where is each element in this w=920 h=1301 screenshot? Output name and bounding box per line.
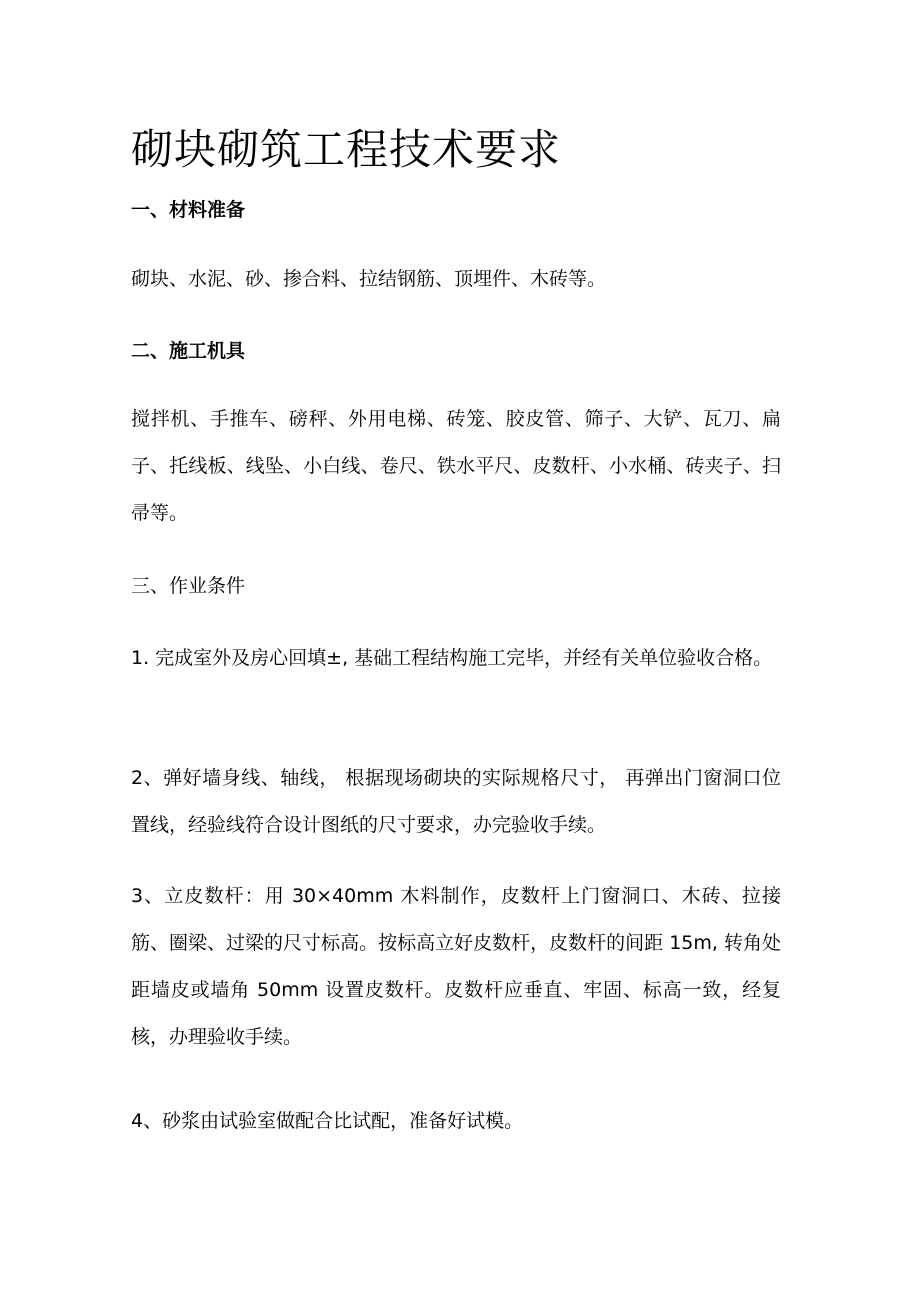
document-title: 砌块砌筑工程技术要求 <box>131 125 562 174</box>
section-heading-tools: 二、施工机具 <box>131 340 246 362</box>
condition-item-2: 2、弹好墙身线、轴线， 根据现场砌块的实际规格尺寸， 再弹出门窗洞口位置线，经验线符合设计图纸的尺寸要求，办完验收手续。 <box>131 767 781 836</box>
condition-item-4: 4、砂浆由试验室做配合比试配，准备好试模。 <box>131 1110 524 1132</box>
section-body-materials: 砌块、水泥、砂、掺合料、拉结钢筋、顶埋件、木砖等。 <box>131 268 607 290</box>
section-heading-conditions: 三、作业条件 <box>131 575 246 597</box>
condition-item-1: 1. 完成室外及房心回填±, 基础工程结构施工完毕，并经有关单位验收合格。 <box>131 647 773 669</box>
condition-item-3: 3、立皮数杆：用 30×40mm 木料制作，皮数杆上门窗洞口、木砖、拉接筋、圈梁、过梁的尺寸标高。按标高立好皮数杆，皮数杆的间距 15m, 转角处距墙皮或墙角 50mm 设置皮数杆。皮数杆应垂直、牢固、标高一致，经复核，办理验收手续。 <box>131 885 781 1048</box>
section-body-tools: 搅拌机、手推车、磅秤、外用电梯、砖笼、胶皮管、筛子、大铲、瓦刀、扁子、托线板、线坠、小白线、卷尺、铁水平尺、皮数杆、小水桶、砖夹子、扫帚等。 <box>131 408 781 524</box>
section-heading-materials: 一、材料准备 <box>131 199 246 221</box>
